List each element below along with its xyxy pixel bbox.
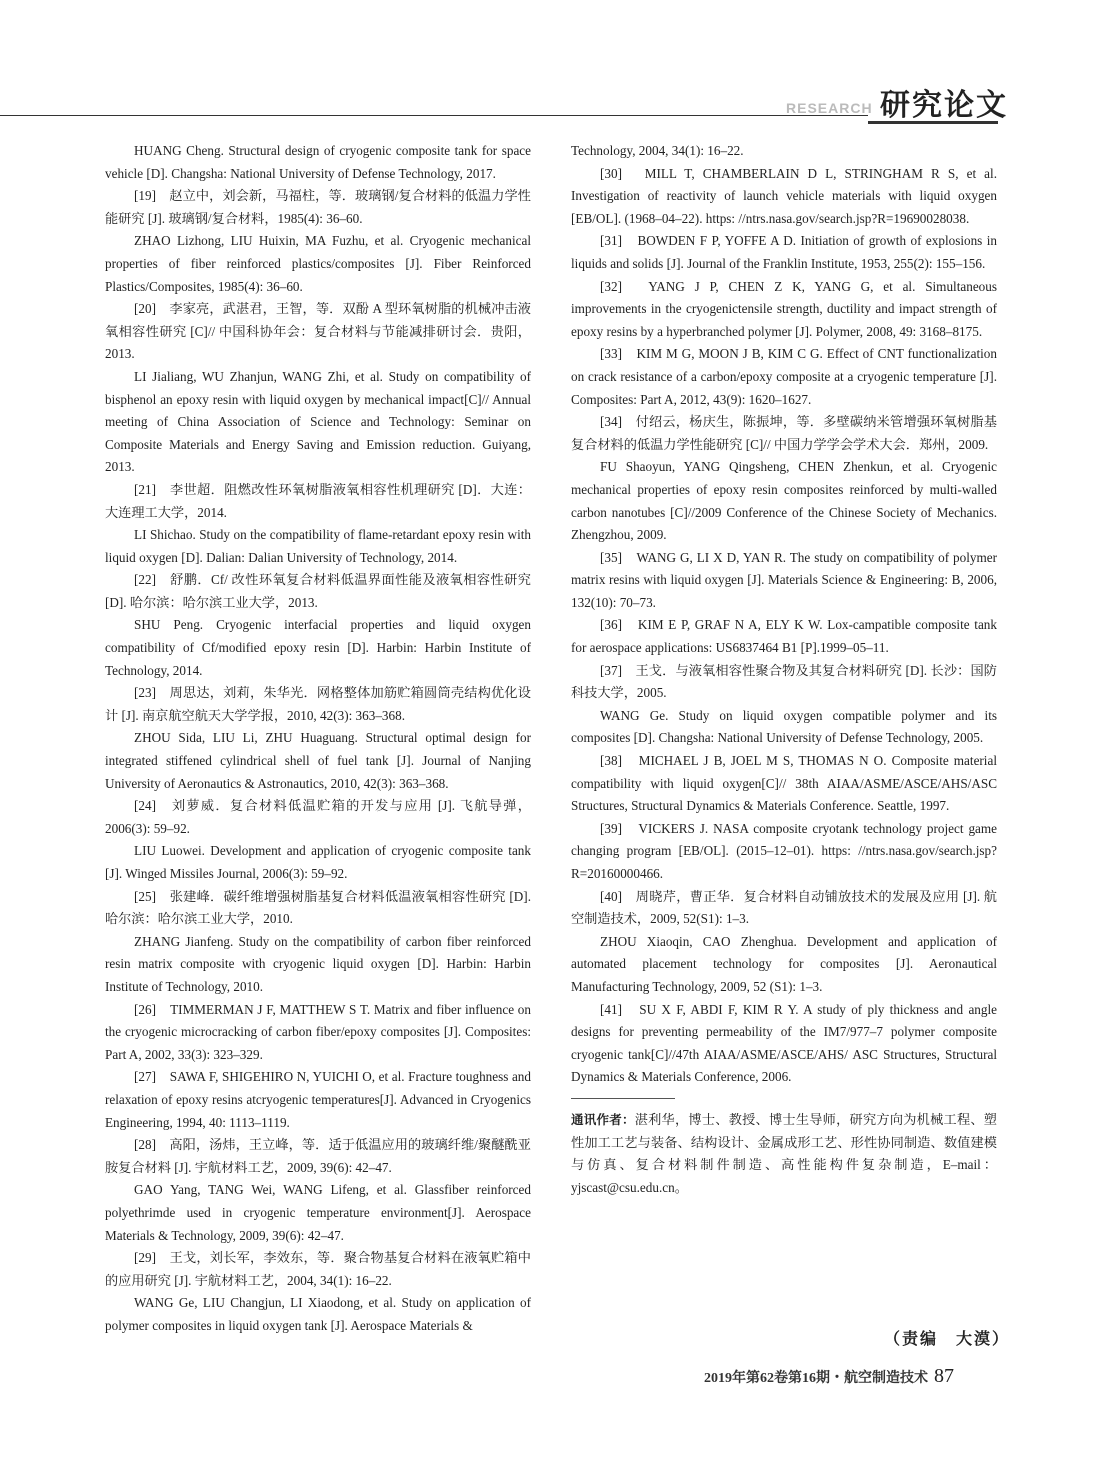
reference-entry: [40] 周晓芹，曹正华．复合材料自动铺放技术的发展及应用 [J]. 航空制造技术，2009, 52(S1): 1–3.: [571, 888, 997, 927]
reference-entry: [36] KIM E P, GRAF N A, ELY K W. Lox-campatible composite tank for aerospace applications: US6837464 B1 [P].1999–05–11.: [571, 617, 997, 656]
reference-entry: [27] SAWA F, SHIGEHIRO N, YUICHI O, et al. Fracture toughness and relaxation of epoxy resins atcryogenic temperatures[J]. Advanced in Cryogenics Engineering, 1994, 40: 1113–1119.: [105, 1069, 531, 1130]
reference-entry: WANG Ge. Study on liquid oxygen compatible polymer and its composites [D]. Changsha: National University of Defense Technology, 2005.: [571, 707, 997, 746]
footnote-divider: [571, 1098, 675, 1099]
section-title: 研究论文: [880, 88, 1008, 123]
reference-entry: HUANG Cheng. Structural design of cryogenic composite tank for space vehicle [D]. Changsha: National University of Defense Technology, 2017.: [105, 143, 531, 181]
reference-entry: [23] 周思达，刘莉，朱华光．网格整体加筋贮箱圆筒壳结构优化设计 [J]. 南京航空航天大学学报，2010, 42(3): 363–368.: [105, 685, 531, 723]
journal-info: 2019年第62卷第16期・航空制造技术: [704, 1371, 928, 1386]
reference-entry: [25] 张建峰．碳纤维增强树脂基复合材料低温液氧相容性研究 [D]. 哈尔滨：哈尔滨工业大学，2010.: [105, 888, 531, 927]
reference-entry: [34] 付绍云，杨庆生，陈振坤，等．多壁碳纳米管增强环氧树脂基复合材料的低温力学性能研究 [C]// 中国力学学会学术大会．郑州，2009.: [571, 414, 997, 452]
reference-entry: [30] MILL T, CHAMBERLAIN D L, STRINGHAM R S, et al. Investigation of reactivity of launch vehicle materials with liquid oxygen [EB/OL]. (1968–04–22). https: //ntrs.nasa.gov/search.jsp?R=19690028038.: [571, 165, 997, 226]
reference-entry: SHU Peng. Cryogenic interfacial properties and liquid oxygen compatibility of Cf/modified epoxy resin [D]. Harbin: Harbin Institute of Technology, 2014.: [105, 617, 531, 678]
correspondence-label: 通讯作者：: [571, 1111, 635, 1127]
reference-entry: LI Jialiang, WU Zhanjun, WANG Zhi, et al. Study on compatibility of bisphenol an epoxy resin with liquid oxygen by mechanical impact[C]// Annual meeting of China Association of Science and Technology: Seminar on Composite Materials and Energy Saving and Emission reduction. Guiyang, 2013.: [105, 368, 531, 475]
right-column: [571, 140, 997, 1199]
reference-entry: ZHOU Sida, LIU Li, ZHU Huaguang. Structural optimal design for integrated stiffened cylindrical shell of fuel tank [J]. Journal of Nanjing University of Aeronautics & Astronautics, 2010, 42(3): 363–368.: [105, 730, 531, 791]
reference-entry: [37] 王戈．与液氧相容性聚合物及其复合材料研究 [D]. 长沙：国防科技大学，2005.: [571, 662, 997, 701]
reference-entry: [39] VICKERS J. NASA composite cryotank technology project game changing program [EB/OL]. (2015–12–01). https: //ntrs.nasa.gov/search.jsp?R=20160000466.: [571, 820, 997, 881]
reference-entry: [41] SU X F, ABDI F, KIM R Y. A study of ply thickness and angle designs for preventing permeability of the IM7/977–7 polymer composite cryogenic tank[C]//47th AIAA/ASME/ASCE/AHS/ ASC Structures, Structural Dynamics & Materials Conference, 2006.: [571, 1001, 997, 1085]
reference-entry: WANG Ge, LIU Changjun, LI Xiaodong, et al. Study on application of polymer composites in liquid oxygen tank [J]. Aerospace Materials &: [105, 1295, 531, 1333]
reference-entry: ZHANG Jianfeng. Study on the compatibility of carbon fiber reinforced resin matrix composite with cryogenic liquid oxygen [D]. Harbin: Harbin Institute of Technology, 2010.: [105, 933, 531, 994]
reference-entry: ZHOU Xiaoqin, CAO Zhenghua. Development and application of automated placement technology for composites [J]. Aeronautical Manufacturing Technology, 2009, 52 (S1): 1–3.: [571, 933, 997, 994]
left-column: [105, 140, 531, 1337]
reference-entry: [29] 王戈，刘长军，李效东，等．聚合物基复合材料在液氧贮箱中的应用研究 [J]. 宇航材料工艺，2004, 34(1): 16–22.: [105, 1250, 531, 1288]
reference-entry: Technology, 2004, 34(1): 16–22.: [571, 143, 744, 158]
reference-entry: [33] KIM M G, MOON J B, KIM C G. Effect of CNT functionalization on crack resistance of a carbon/epoxy composite at a cryogenic temperature [J]. Composites: Part A, 2012, 43(9): 1620–1627.: [571, 346, 997, 407]
reference-entry: GAO Yang, TANG Wei, WANG Lifeng, et al. Glassfiber reinforced polyethrimde used in cryogenic temperature environment[J]. Aerospace Materials & Technology, 2009, 39(6): 42–47.: [105, 1182, 531, 1243]
reference-entry: [32] YANG J P, CHEN Z K, YANG G, et al. Simultaneous improvements in the cryogenictensile strength, ductility and impact strength of epoxy resins by a hyperbranched polymer [J]. Polymer, 2008, 49: 3168–8175.: [571, 278, 997, 339]
reference-entry: [38] MICHAEL J B, JOEL M S, THOMAS N O. Composite material compatibility with liquid oxygen[C]// 38th AIAA/ASME/ASCE/AHS/ASC Structures, Structural Dynamics & Materials Conference. Seattle, 1997.: [571, 753, 997, 814]
reference-entry: [31] BOWDEN F P, YOFFE A D. Initiation of growth of explosions in liquids and solids [J]. Journal of the Franklin Institute, 1953, 255(2): 155–156.: [571, 233, 997, 271]
reference-entry: [26] TIMMERMAN J F, MATTHEW S T. Matrix and fiber influence on the cryogenic microcracking of carbon fiber/epoxy composites [J]. Composites: Part A, 2002, 33(3): 323–329.: [105, 1001, 531, 1062]
reference-entry: [20] 李家亮，武湛君，王智，等．双酚 A 型环氧树脂的机械冲击液氧相容性研究 [C]// 中国科协年会：复合材料与节能减排研讨会．贵阳，2013.: [105, 301, 531, 362]
reference-entry: [21] 李世超．阻燃改性环氧树脂液氧相容性机理研究 [D]．大连：大连理工大学，2014.: [105, 481, 531, 520]
editor-note: （责编 大漠）: [884, 1331, 1011, 1348]
reference-entry: ZHAO Lizhong, LIU Huixin, MA Fuzhu, et al. Cryogenic mechanical properties of fiber reinforced plastics/composites [J]. Fiber Reinforced Plastics/Composites, 1985(4): 36–60.: [105, 233, 531, 294]
research-label: RESEARCH: [786, 100, 873, 116]
page-number: 87: [934, 1365, 954, 1387]
header-rule: [0, 115, 868, 116]
reference-entry: LIU Luowei. Development and application of cryogenic composite tank [J]. Winged Missiles Journal, 2006(3): 59–92.: [105, 843, 531, 881]
reference-entry: [19] 赵立中，刘会新，马福柱，等．玻璃钢/复合材料的低温力学性能研究 [J]. 玻璃钢/复合材料，1985(4): 36–60.: [105, 188, 531, 226]
reference-entry: [24] 刘萝威．复合材料低温贮箱的开发与应用 [J]. 飞航导弹，2006(3): 59–92.: [105, 798, 531, 836]
reference-entry: LI Shichao. Study on the compatibility of flame-retardant epoxy resin with liquid oxygen [D]. Dalian: Dalian University of Technology, 2014.: [105, 527, 531, 565]
reference-entry: FU Shaoyun, YANG Qingsheng, CHEN Zhenkun, et al. Cryogenic mechanical properties of epoxy resin composites reinforced by multi-walled carbon nanotubes [C]//2009 Conference of the Chinese Society of Mechanics. Zhengzhou, 2009.: [571, 459, 997, 543]
correspondence-note: [571, 1109, 997, 1199]
right-reference-list: [571, 140, 997, 1089]
page-footer: [704, 1365, 954, 1388]
correspondence-text: 湛利华，博士、教授、博士生导师，研究方向为机械工程、塑性加工工艺与装备、结构设计、金属成形工艺、形性协同制造、数值建模与仿真、复合材料制件制造、高性能构件复杂制造，E–mail：yjscast@csu.edu.cn。: [571, 1111, 997, 1195]
reference-entry: [28] 高阳，汤炜，王立峰，等．适于低温应用的玻璃纤维/聚醚酰亚胺复合材料 [J]. 宇航材料工艺，2009, 39(6): 42–47.: [105, 1137, 531, 1175]
reference-entry: [22] 舒鹏．Cf/ 改性环氧复合材料低温界面性能及液氧相容性研究 [D]. 哈尔滨：哈尔滨工业大学，2013.: [105, 572, 531, 610]
reference-entry: [35] WANG G, LI X D, YAN R. The study on compatibility of polymer matrix resins with liquid oxygen [J]. Materials Science & Engineering: B, 2006, 132(10): 70–73.: [571, 549, 997, 610]
